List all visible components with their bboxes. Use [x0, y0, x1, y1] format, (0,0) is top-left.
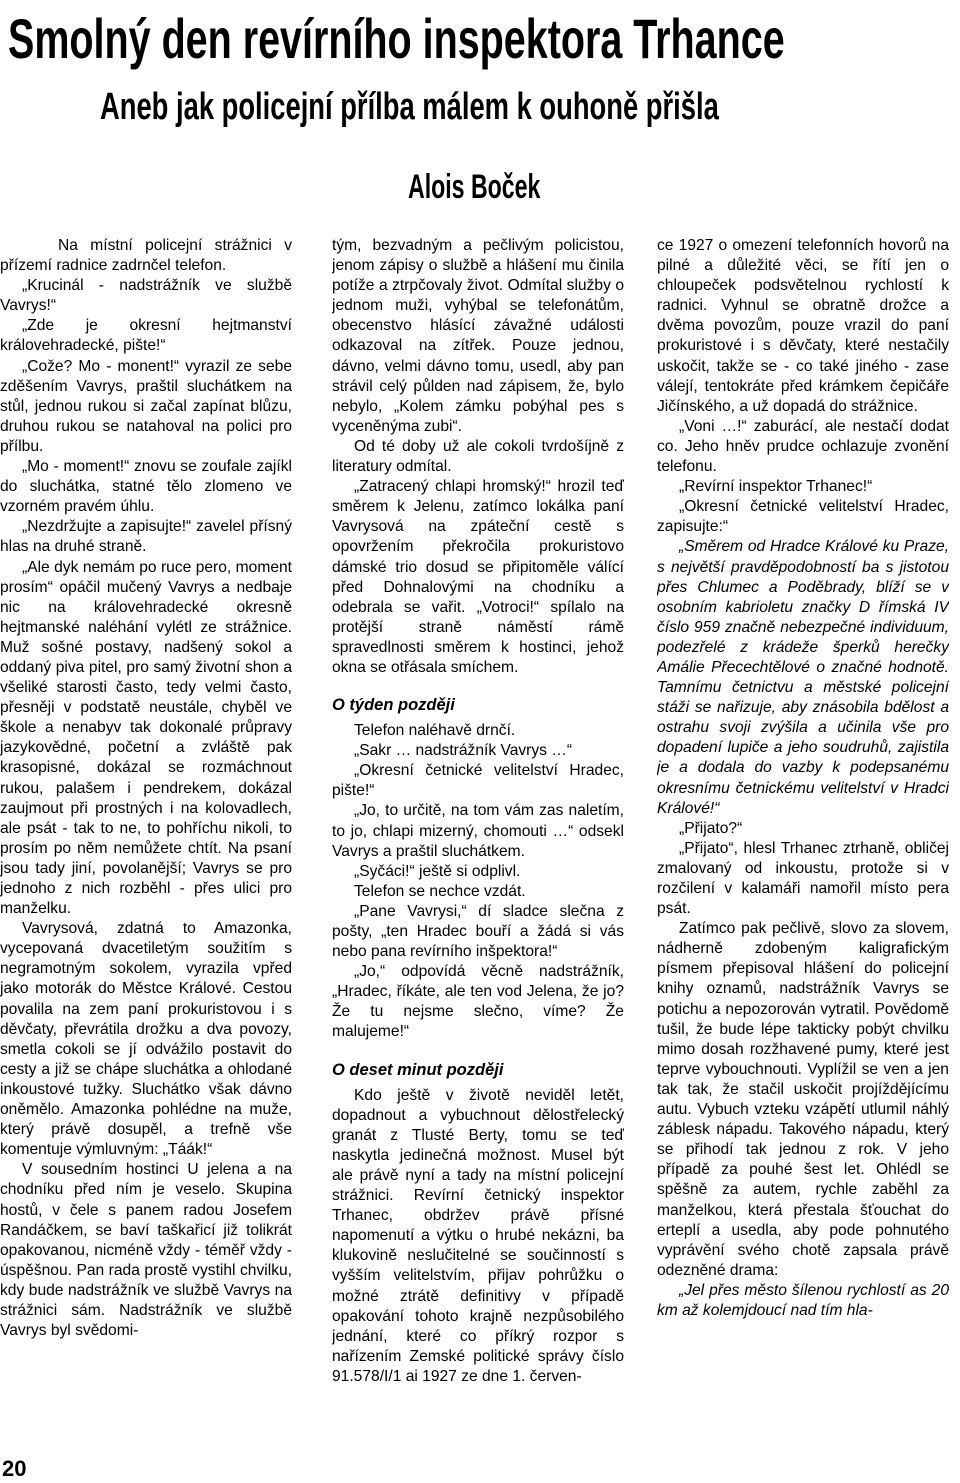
paragraph: „Mo - moment!“ znovu se zoufale zajíkl do sluchátka, statné tělo zlomeno ve vzorném pravém úhlu.	[0, 458, 292, 516]
article-subtitle	[100, 82, 960, 134]
paragraph: Kdo ještě v životě neviděl letět, dopadnout a vybuchnout dělostřelecký granát z Tlusté Berty, tomu se teď naskytla jedinečná možnost. Musel být ale právě nyní a tady na místní policejní strážnici. Revírní četnický inspektor Trhanec, obdržev právě přísné napomenutí a výtku o hrubé nekázni, ba klukovině neslučitelné se součinností s vyšším velitelstvím, přijav pohrůžku o možné ztrátě definitivy v případě opakování tohoto krajně nezpůsobilého jednání, které co příkrý rozpor s nařízením Zemské politické správy číslo 91.578/I/1 ai 1927 ze dne 1. červen-	[332, 1086, 624, 1385]
paragraph: „Okresní četnické velitelství Hradec, zapisujte:“	[657, 498, 949, 536]
paragraph: Od té doby už ale cokoli tvrdošíjně z literatury odmítal.	[332, 437, 624, 476]
paragraph: „Jel přes město šílenou rychlostí as 20 km až kolemjdoucí nad tím hla-	[657, 1281, 949, 1319]
article-subtitle-text: Aneb jak policejní přílba málem k ouhoně přišla	[100, 86, 719, 128]
paragraph: Na místní policejní strážnici v přízemí radnice zadrnčel telefon.	[0, 237, 292, 275]
paragraph: Zatímco pak pečlivě, slovo za slovem, nádherně zdobeným kaligrafickým písmem přepisoval hlášení do policejní knihy oznamů, nadstrážník Vavrys se potichu a nepozorován vytratil. Povědomě tušil, že bude lépe takticky pobýt chvilku mimo dosah rozžhavené pumy, které jest teprve vybouchnouti. Vyplížil se ven a jen tak tak, že stačil uskočit projíždějícímu autu. Vybuch vzteku vzápětí utlumil náhlý záblesk nápadu. Takového nápadu, který se přihodí tak jednou z rok. V jeho případě za pouhé šest let. Ohlédl se spěšně za autem, rychle zaběhl za manželkou, která přestala šťouchat do erteplí a usedla, aby pode pohnutého vyprávění svého chotě zapsala právě odezněné drama:	[657, 920, 949, 1279]
paragraph: „Jo, to určitě, na tom vám zas naletím, to jo, chlapi mizerný, chomouti …“ odsekl Vavrys a praštil sluchátkem.	[332, 802, 624, 860]
paragraph: V sousedním hostinci U jelena a na chodníku před ním je veselo. Skupina hostů, v čele s panem radou Josefem Randáčkem, se baví taškařicí již tolikrát opakovanou, nicméně vždy - téměř vždy - úspěšnou. Pan rada prostě vystihl chvilku, kdy bude nadstrážník ve službě Vavrys na strážnici sám. Nadstrážník ve službě Vavrys byl svědomi-	[0, 1161, 292, 1340]
article-author-text: Alois Boček	[408, 168, 541, 206]
paragraph: „Cože? Mo - monent!“ vyrazil ze sebe zděšením Vavrys, praštil sluchátkem na stůl, jednou rukou si začal zapínat blůzu, druhou rukou se natahoval na polici pro přílbu.	[0, 357, 292, 455]
paragraph: „Jo,“ odpovídá věcně nadstrážník, „Hradec, říkáte, ale ten vod Jelena, že jo? Že tu nejsme slečno, víme? Že malujeme!“	[332, 963, 624, 1041]
article-author	[408, 165, 568, 211]
paragraph: „Směrem od Hradce Králové ku Praze, s největší pravděpodobností ba s jistotou přes Chlumec a Poděbrady, blíží se v osobním kabrioletu značky D římská IV číslo 959 značně nebezpečné individuum, podezřelé z krádeže šperků herečky Amálie Přecechtělové o značné hodnotě. Tamnímu četnictvu a městské policejní stáži se nařizuje, aby znásobila bdělost a ostrahu svoji zvýšila a učinila vše pro dopadení lupiče a jeho soudruhů, zajistila je a dodala do vazby k podepsanému okresnímu četnickému velitelství v Hradci Králové!“	[657, 538, 949, 817]
paragraph: Telefon naléhavě drnčí.	[354, 722, 516, 740]
paragraph: „Ale dyk nemám po ruce pero, moment prosím“ opáčil mučený Vavrys a nedbaje nic na královehradecké okresně hejtmanské naléhání vylétl ze strážnice. Muž sošné postavy, nadšený sokol a oddaný piva pitel, pro samý životní shon a všeliké starosti často, tedy velmi často, přesněji v podstatě neustále, chyběl ve škole a nenabyv tak dokonalé průpravy jazykovědné, početní a zvláště pak krasopisné, dokázal se rozmáchnout rukou, palašem i pendrekem, dokázal zaujmout při prostných i na kolovadlech, ale psát - tak to ne, to pohříchu nikoli, to prosím po něm nemůžete chtít. Na psaní jsou tady jiní, povolanější; Vavrys se pro jednoho z nich rozběhl - přes ulici pro manželku.	[0, 558, 292, 918]
paragraph: „Syčáci!“ ještě si odplivl.	[354, 862, 521, 880]
paragraph: „Sakr … nadstrážník Vavrys …“	[354, 742, 573, 760]
paragraph: „Krucinál - nadstrážník ve službě Vavrys!“	[0, 277, 292, 315]
paragraph: „Voni …!“ zaburácí, ale nestačí dodat co. Jeho hněv prudce ochlazuje zvonění telefonu.	[657, 417, 949, 476]
paragraph: „Zde je okresní hejtmanství královehradecké, pište!“	[0, 317, 292, 355]
article-title	[8, 0, 956, 80]
text-column-3	[657, 236, 949, 1481]
section-heading: O deset minut později	[332, 1060, 504, 1079]
paragraph: ce 1927 o omezení telefonních hovorů na pilné a důležité věci, se řítí jen o chloupeček podsvětelnou rychlostí k radnici. Vyhnul se obratně drožce a dvěma povozům, pouze vrazil do paní prokuristové i s děvčaty, které nestačily uskočit, takže se - co také jiného - zase válejí, tentokráte před krámkem čepičáře Jičínského, a už dopadá do strážnice.	[657, 237, 949, 415]
text-column-1	[0, 236, 292, 1481]
text-column-2	[332, 236, 624, 1481]
paragraph: „Přijato“, hlesl Trhanec ztrhaně, obličej zmalovaný od inkoustu, protože si v rozčilení v kalamáři namořil místo pera psát.	[657, 839, 949, 918]
page-number: 20	[2, 1456, 27, 1481]
section-heading: O týden později	[332, 696, 455, 715]
article-title-text: Smolný den revírního inspektora Trhance	[8, 7, 785, 70]
paragraph: „Pane Vavrysi,“ dí sladce slečna z pošty, „ten Hradec bouří a žádá si vás nebo pana revírního inšpektora!“	[332, 902, 624, 961]
paragraph: Telefon se nechce vzdát.	[354, 882, 526, 900]
paragraph: Vavrysová, zdatná to Amazonka, vycepovaná dvacetiletým soužitím s negramotným sokolem, vyrazila vpřed jako motorák do Městce Králové. Cestou povalila na zem paní prokuristovou i s děvčaty, převrátila drožku a dva povozy, smetla cokoli se jí odvážilo postavit do cesty a již se chápe sluchátka a ohlodané inkoustové tužky. Sluchátko však dávno oněmělo. Amazonka pohlédne na muže, který právě dosupěl, a trefně vše komentuje výmluvným: „Táák!“	[0, 920, 292, 1159]
paragraph: „Revírní inspektor Trhanec!“	[679, 478, 873, 496]
paragraph: „Okresní četnické velitelství Hradec, pište!“	[332, 762, 624, 800]
paragraph: tým, bezvadným a pečlivým policistou, jenom zápisy o službě a hlášení mu činila potíže a ztrpčovaly život. Odmítal služby o jednom muži, vyhýbal se telefonátům, obecenstvo hlásící závažné události odkazoval na zítřek. Pouze jednou, dávno, velmi dávno tomu, usedl, aby pan strávil celý půlden nad zápisem, že, bylo nebylo, „Kolem zámku pobýhal pes s vyceněnýma zubi“.	[332, 237, 624, 435]
paragraph: „Nezdržujte a zapisujte!“ zavelel přísný hlas na druhé straně.	[0, 518, 292, 556]
paragraph: „Zatracený chlapi hromský!“ hrozil teď směrem k Jelenu, zatímco lokálka paní Vavrysová na zpáteční cestě s opovržením překročila prokuristovo dámské trio dosud se připitoměle válící před Dohnalovými na chodníku a odebrala se vařit. „Votroci!“ spílalo na protější straně náměstí rámě spravedlnosti směrem k hostinci, jehož okna se otřásala smíchem.	[332, 478, 624, 676]
paragraph: „Přijato?“	[679, 819, 743, 837]
